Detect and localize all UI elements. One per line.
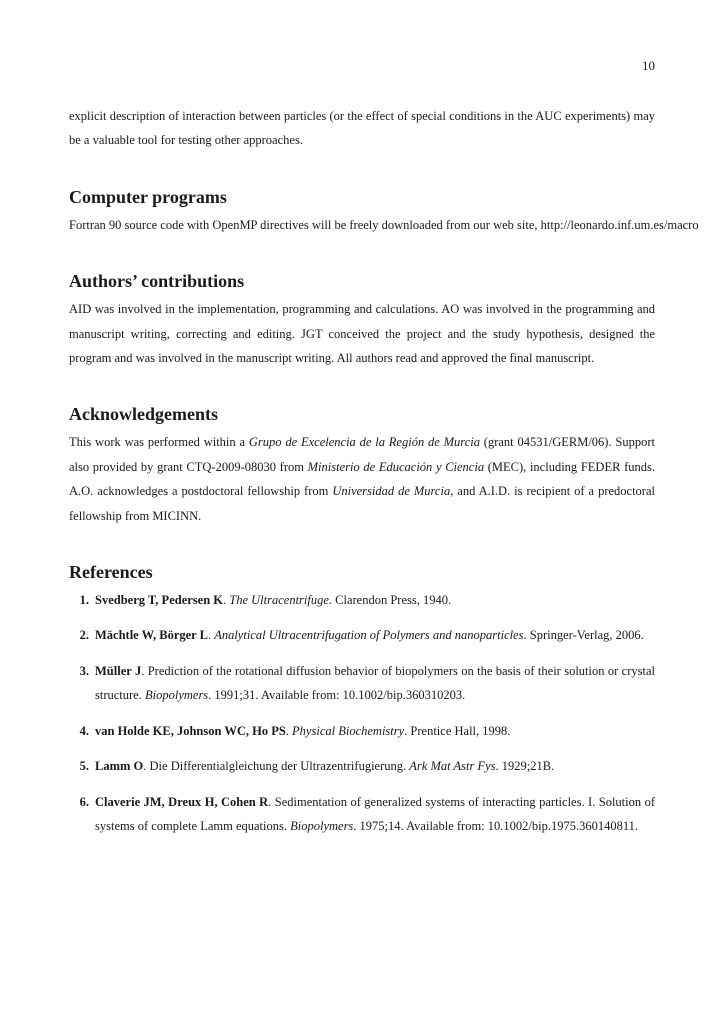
authors-contributions-heading: Authors’ contributions [69, 271, 245, 292]
reference-title: Biopolymers [144, 688, 209, 703]
reference-text: . [207, 628, 215, 643]
reference-authors: Claverie JM, Dreux H, Cohen R [95, 794, 269, 809]
reference-title: Ark Mat Astr Fys [409, 759, 496, 774]
ack-italic-ministerio: Ministerio de Educación y Ciencia [307, 459, 485, 474]
reference-item [69, 754, 655, 778]
reference-body [89, 754, 655, 778]
reference-number: 3. [79, 663, 89, 678]
computer-programs-section [69, 186, 699, 237]
ack-italic-grupo: Grupo de Excelencia de la Región de Murcia [248, 435, 480, 450]
reference-rest: . 1929;21B. [495, 759, 555, 774]
reference-number: 1. [79, 593, 89, 608]
computer-programs-text: Fortran 90 source code with OpenMP directives will be freely downloaded from our web site, http://leonardo.inf.um.es/macro [69, 217, 699, 232]
ack-text-1: This work was performed within a [69, 435, 249, 450]
ack-text-4: , and A.I.D. is recipient of a predoctoral fellowship from MICINN. [69, 484, 655, 523]
reference-title: Physical Biochemistry [292, 723, 405, 738]
references-heading: References [69, 562, 153, 583]
page-number: 10 [642, 58, 655, 73]
reference-authors: Müller J [95, 663, 142, 678]
reference-rest: . Prentice Hall, 1998. [404, 723, 511, 738]
reference-item [69, 623, 655, 647]
reference-number: 6. [79, 794, 89, 809]
reference-body [89, 719, 655, 743]
reference-rest: Clarendon Press, 1940. [332, 593, 452, 608]
reference-rest: . 1975;14. Available from: 10.1002/bip.1975.360140811. [353, 818, 638, 833]
reference-title: The Ultracentrifuge. [229, 593, 333, 608]
reference-body [89, 623, 655, 647]
acknowledgements-text [69, 430, 655, 528]
reference-text: . Prediction of the rotational diffusion behavior of biopolymers on the basis of their solution or crystal structure. [95, 663, 655, 703]
reference-authors: van Holde KE, Johnson WC, Ho PS [95, 723, 286, 738]
reference-authors: Mächtle W, Börger L [95, 628, 208, 643]
reference-item [69, 659, 655, 708]
reference-title: Biopolymers [290, 818, 354, 833]
page-content [69, 104, 699, 849]
reference-rest: . Springer-Verlag, 2006. [523, 628, 644, 643]
reference-text: . [285, 723, 293, 738]
authors-contributions-section [69, 270, 655, 370]
references-section [69, 561, 655, 838]
reference-authors: Lamm O [95, 759, 144, 774]
reference-body [89, 659, 655, 708]
ack-text-2: (grant 04531/GERM/06). Support also provided by grant CTQ-2009-08030 from [69, 435, 655, 474]
reference-title: Analytical Ultracentrifugation of Polymers and nanoparticles [214, 628, 524, 643]
reference-authors: Svedberg T, Pedersen K [95, 593, 224, 608]
ack-italic-universidad: Universidad de Murcia [332, 484, 451, 499]
acknowledgements-heading: Acknowledgements [69, 404, 218, 425]
reference-item [69, 790, 655, 839]
reference-item [69, 588, 655, 612]
reference-item [69, 719, 655, 743]
reference-number: 2. [79, 628, 89, 643]
reference-text: . Sedimentation of generalized systems of interacting particles. I. Solution of systems of complete Lamm equations. [95, 794, 655, 833]
reference-text: . Die Differentialgleichung der Ultrazentrifugierung. [143, 759, 410, 774]
reference-number: 5. [79, 759, 89, 774]
reference-body [89, 588, 655, 612]
reference-body [89, 790, 655, 839]
references-list [69, 588, 655, 838]
acknowledgements-section [69, 403, 655, 528]
reference-rest: . 1991;31. Available from: 10.1002/bip.360310203. [208, 688, 466, 703]
reference-text: . [223, 593, 230, 608]
computer-programs-heading: Computer programs [69, 186, 227, 207]
ack-text-3: (MEC), including FEDER funds. A.O. acknowledges a postdoctoral fellowship from [69, 459, 655, 499]
authors-contributions-text: AID was involved in the implementation, programming and calculations. AO was involved in the programming and manuscript writing, correcting and editing. JGT conceived the project and the study hypothesis, designed the program and was involved in the manuscript writing. All authors read and approved the final manuscript. [69, 302, 655, 366]
intro-paragraph: explicit description of interaction between particles (or the effect of special conditions in the AUC experiments) may be a valuable tool for testing other approaches. [69, 109, 655, 148]
reference-number: 4. [79, 723, 89, 738]
